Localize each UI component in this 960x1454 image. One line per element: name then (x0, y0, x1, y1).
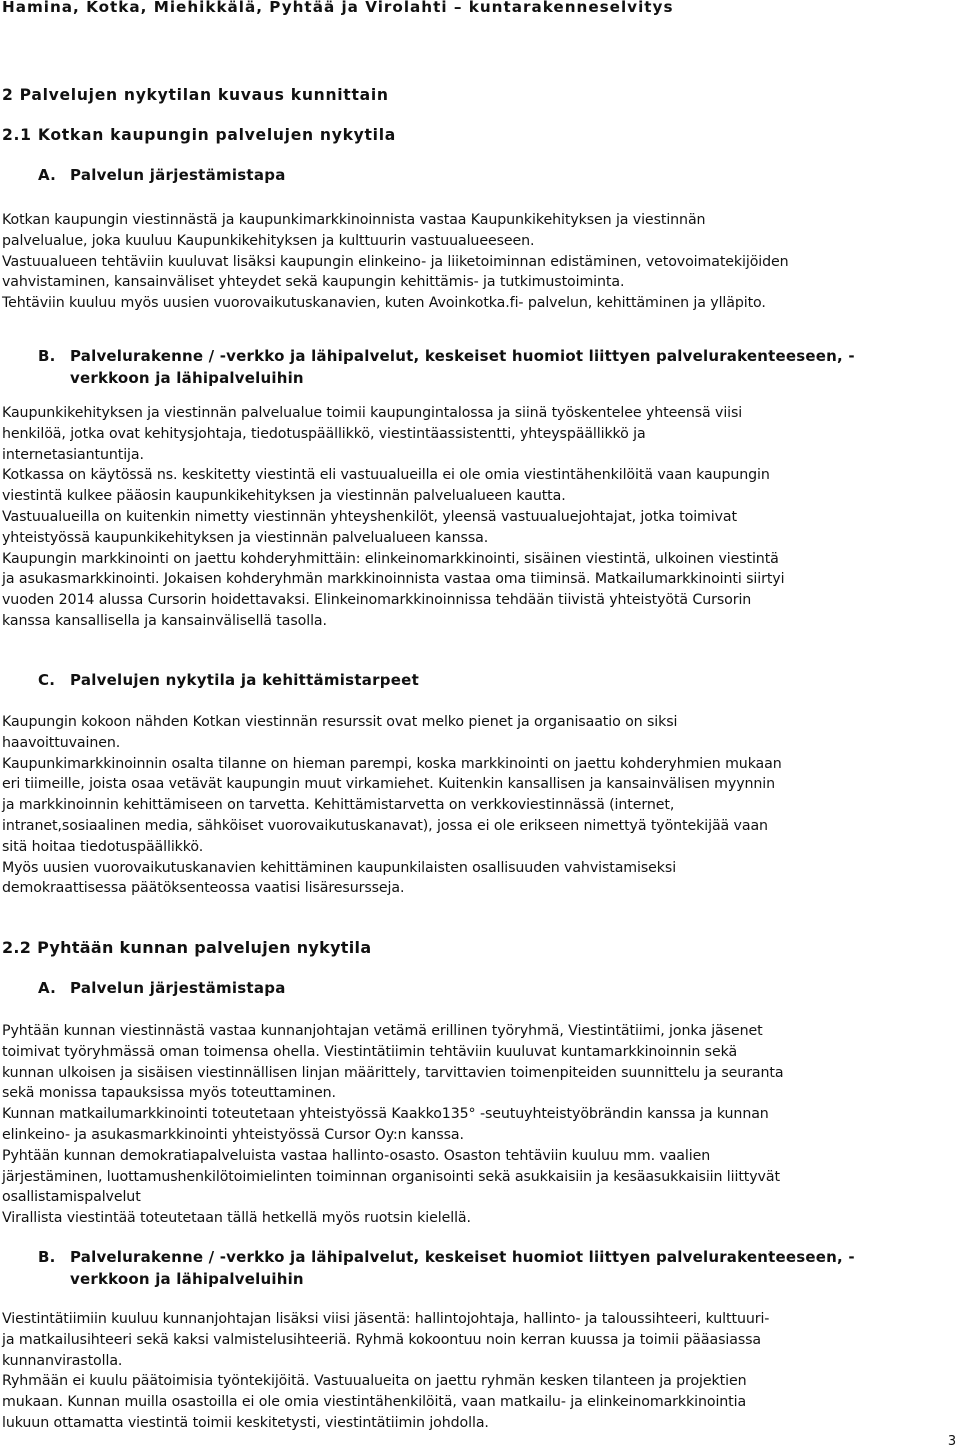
text-line: vahvistaminen, kansainväliset yhteydet sekä kaupungin kehittämis- ja tutkimustoiminta. (2, 274, 625, 291)
text-line: Virallista viestintää toteutetaan tällä hetkellä myös ruotsin kielellä. (2, 1210, 471, 1227)
kotka-subheading-c (38, 670, 419, 691)
text-line: lukuun ottamatta viestintä toimii keskitetysti, viestintätiimin johdolla. (2, 1414, 489, 1431)
pyhtaa-a-paragraph (2, 1021, 958, 1229)
subheading-title-line-2: verkkoon ja lähipalveluihin (70, 1270, 304, 1288)
kotka-c-paragraph (2, 712, 958, 899)
kotka-b-paragraph (2, 403, 958, 632)
text-line: Pyhtään kunnan demokratiapalveluista vastaa hallinto-osasto. Osaston tehtäviin kuuluu mm. vaalien (2, 1147, 711, 1164)
text-line: yhteistyössä kaupunkikehityksen ja viestinnän palvelualueen kanssa. (2, 529, 489, 546)
section-heading-2-1: 2.1 Kotkan kaupungin palvelujen nykytila (2, 126, 396, 144)
text-line: Kaupungin kokoon nähden Kotkan viestinnän resurssit ovat melko pienet ja organisaatio on siksi (2, 714, 678, 730)
text-line: eri tiimeille, joista osaa vetävät kaupungin muut virkamiehet. Kuitenkin kansallisen ja kansainvälisen myynnin (2, 776, 776, 793)
text-line: ja matkailusihteeri sekä kaksi valmistelusihteeriä. Ryhmä kokoontuu noin kerran kuussa ja toimii pääasiassa (2, 1331, 761, 1348)
running-header: Hamina, Kotka, Miehikkälä, Pyhtää ja Virolahti – kuntarakenneselvitys (2, 0, 674, 16)
text-line: sekä monissa tapauksissa myös toteuttaminen. (2, 1085, 336, 1102)
text-line: henkilöä, jotka ovat kehitysjohtaja, tiedotuspäällikkö, viestintäassistentti, yhteyspäällikkö ja (2, 425, 646, 442)
text-line: internetasiantuntija. (2, 446, 144, 463)
subheading-title-line-1: Palvelurakenne / -verkko ja lähipalvelut, keskeiset huomiot liittyen palvelurakenteeseen, - (70, 347, 855, 365)
pyhtaa-subheading-a (38, 978, 286, 999)
text-line: Tehtäviin kuuluu myös uusien vuorovaikutuskanavien, kuten Avoinkotka.fi- palvelun, kehittäminen ja ylläpito. (2, 295, 766, 312)
page-number: 3 (947, 1434, 956, 1449)
text-line: kunnan ulkoisen ja sisäisen viestinnällisen linjan määrittely, tarvittavien toimenpiteiden suunnittelu ja seuranta (2, 1064, 784, 1081)
subheading-title-line-1: Palvelurakenne / -verkko ja lähipalvelut, keskeiset huomiot liittyen palvelurakenteeseen, - (70, 1248, 855, 1266)
text-line: Kotkassa on käytössä ns. keskitetty viestintä eli vastuualueilla ei ole omia viestintähenkilöitä vaan kaupungin (2, 467, 770, 484)
text-line: Pyhtään kunnan viestinnästä vastaa kunnanjohtajan vetämä erillinen työryhmä, Viestintätiimi, jonka jäsenet (2, 1023, 763, 1039)
kotka-subheading-b (38, 345, 958, 389)
subheading-letter: B. (38, 1248, 56, 1266)
text-line: ja markkinoinnin kehittämiseen on tarvetta. Kehittämistarvetta on verkkoviestinnässä (internet, (2, 797, 675, 814)
text-line: demokraattisessa päätöksenteossa vaatisi lisäresursseja. (2, 880, 405, 897)
subheading-title-line-2: verkkoon ja lähipalveluihin (70, 369, 304, 387)
text-line: ja asukasmarkkinointi. Jokaisen kohderyhmän markkinoinnista vastaa oma tiiminsä. Matkailumarkkinointi siirtyi (2, 571, 785, 588)
text-line: haavoittuvainen. (2, 734, 121, 751)
text-line: Kunnan matkailumarkkinointi toteutetaan yhteistyössä Kaakko135° -seutuyhteistyöbrändin kanssa ja kunnan (2, 1106, 769, 1123)
subheading-title: Palvelujen nykytila ja kehittämistarpeet (70, 671, 420, 689)
text-line: Kaupungin markkinointi on jaettu kohderyhmittäin: elinkeinomarkkinointi, sisäinen viestintä, ulkoinen viestintä (2, 550, 779, 567)
text-line: Vastuualueen tehtäviin kuuluvat lisäksi kaupungin elinkeino- ja liiketoiminnan edistäminen, vetovoimatekijöiden (2, 253, 789, 270)
text-line: Myös uusien vuorovaikutuskanavien kehittäminen kaupunkilaisten osallisuuden vahvistamiseksi (2, 859, 677, 876)
subheading-letter: A. (38, 166, 57, 184)
subheading-letter: C. (38, 671, 56, 689)
kotka-subheading-a (38, 165, 286, 186)
subheading-letter: B. (38, 347, 56, 365)
text-line: Ryhmään ei kuulu päätoimisia työntekijöitä. Vastuualueita on jaettu ryhmän kesken tilanteen ja projektien (2, 1373, 747, 1390)
text-line: sitä hoitaa tiedotuspäällikkö. (2, 838, 204, 855)
text-line: Kotkan kaupungin viestinnästä ja kaupunkimarkkinoinnista vastaa Kaupunkikehityksen ja viestinnän (2, 212, 706, 228)
kotka-a-paragraph (2, 210, 958, 314)
text-line: toimivat työryhmässä oman toimensa ohella. Viestintätiimin tehtäviin kuuluvat kuntamarkkinoinnin sekä (2, 1043, 738, 1060)
text-line: Kaupunkimarkkinoinnin osalta tilanne on hieman parempi, koska markkinointi on jaettu kohderyhmien mukaan (2, 755, 782, 772)
pyhtaa-b-paragraph (2, 1309, 958, 1434)
subheading-title: Palvelun järjestämistapa (70, 166, 286, 184)
text-line: kunnanvirastolla. (2, 1352, 123, 1369)
text-line: intranet,sosiaalinen media, sähköiset vuorovaikutuskanavat), jossa ei ole erikseen nimettyä työntekijää vaan (2, 817, 768, 834)
subheading-letter: A. (38, 979, 57, 997)
text-line: Vastuualueilla on kuitenkin nimetty viestinnän yhteyshenkilöt, yleensä vastuualuejohtajat, jotka toimivat (2, 508, 737, 525)
text-line: elinkeino- ja asukasmarkkinointi yhteistyössä Cursor Oy:n kanssa. (2, 1126, 464, 1143)
section-heading-2-2: 2.2 Pyhtään kunnan palvelujen nykytila (2, 938, 372, 957)
text-line: kanssa kansallisella ja kansainvälisellä tasolla. (2, 612, 327, 629)
text-line: vuoden 2014 alussa Cursorin hoidettavaksi. Elinkeinomarkkinoinnissa tehdään tiivistä yhteistyötä Cursorin (2, 592, 752, 609)
text-line: palvelualue, joka kuuluu Kaupunkikehityksen ja kulttuurin vastuualueeseen. (2, 232, 535, 249)
text-line: Kaupunkikehityksen ja viestinnän palvelualue toimii kaupungintalossa ja siinä työskentelee yhteensä viisi (2, 405, 743, 421)
subheading-title: Palvelun järjestämistapa (70, 979, 286, 997)
text-line: viestintä kulkee pääosin kaupunkikehityksen ja viestinnän palvelualueen kautta. (2, 488, 566, 505)
pyhtaa-subheading-b (38, 1246, 958, 1290)
section-heading-2: 2 Palvelujen nykytilan kuvaus kunnittain (2, 86, 389, 104)
text-line: mukaan. Kunnan muilla osastoilla ei ole omia viestintähenkilöitä, vaan matkailu- ja elinkeinomarkkinointia (2, 1394, 747, 1411)
text-line: osallistamispalvelut (2, 1189, 141, 1206)
text-line: järjestäminen, luottamushenkilötoimielinten toiminnan organisointi sekä asukkaisiin ja kesäasukkaisiin liittyvät (2, 1168, 780, 1185)
text-line: Viestintätiimiin kuuluu kunnanjohtajan lisäksi viisi jäsentä: hallintojohtaja, hallinto- ja taloussihteeri, kulttuuri- (2, 1311, 770, 1327)
